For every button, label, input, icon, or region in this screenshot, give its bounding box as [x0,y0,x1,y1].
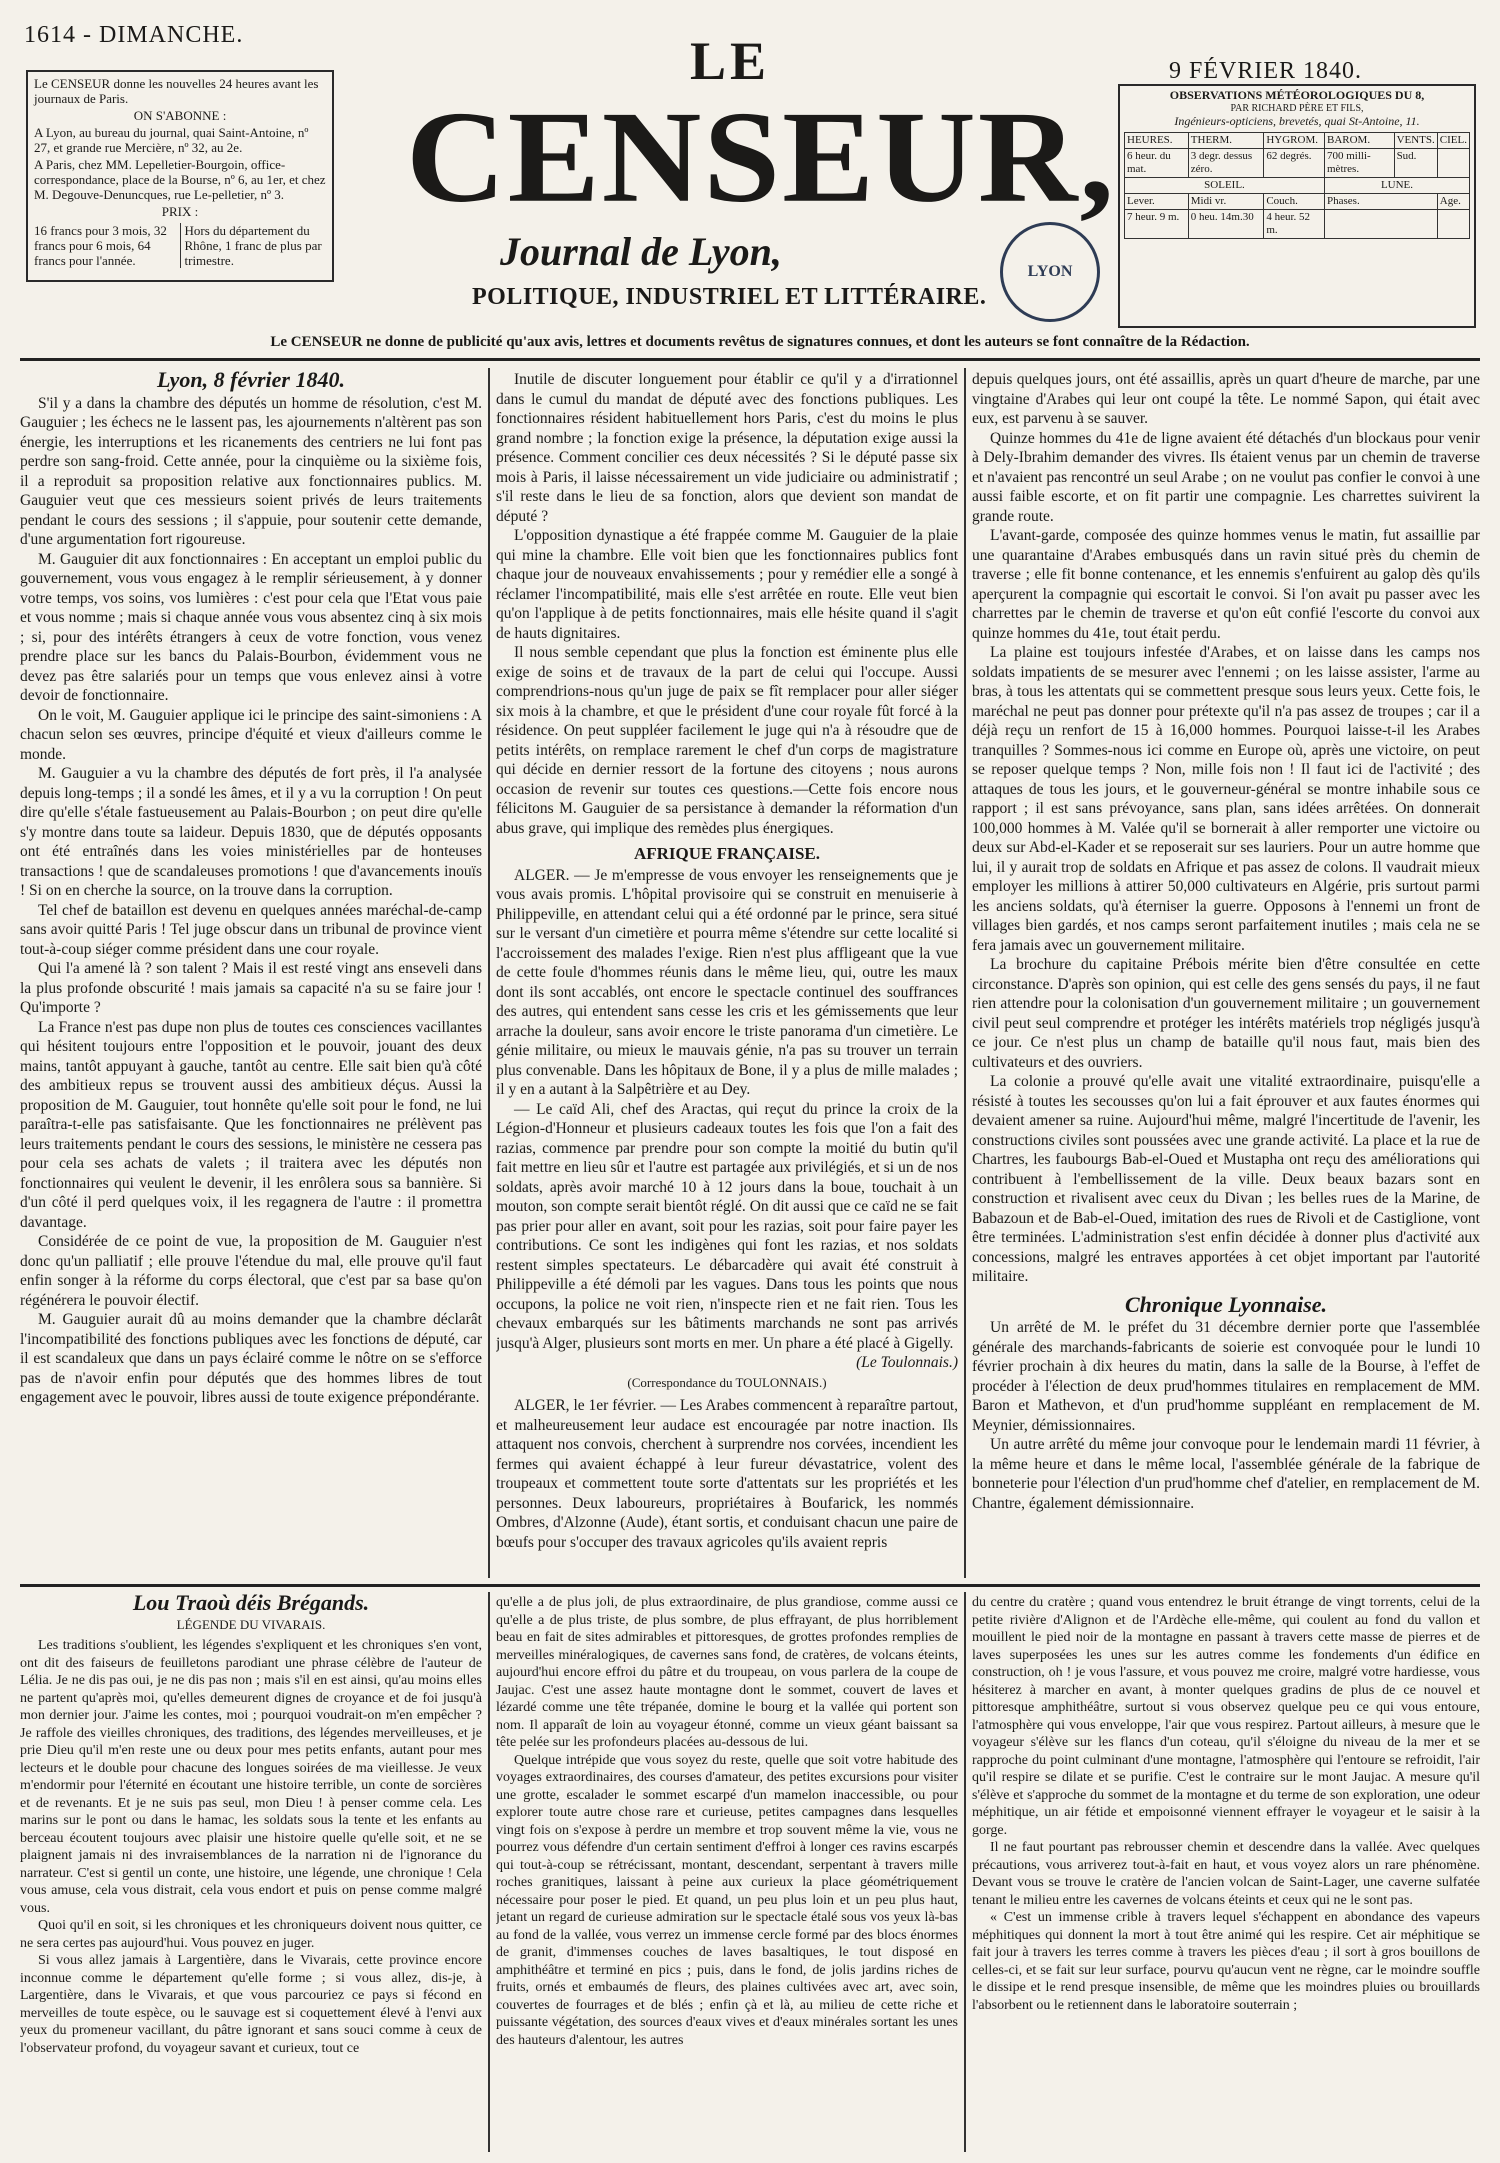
paragraph: « C'est un immense crible à travers lequel s'échappent en abondance des vapeurs méphitiques qui donnent la mort à tout être animé qui les respire. Cet air méphitique se fait jour à travers les terres comme à travers les pièces d'eau ; il sort à gros bouillons de celles-ci, et se fait sur leur surface, pourvu qu'aucun vent ne règne, car le moindre souffle le dissipe et le rend presque insensible, de même que les moindres pluies ou brouillards l'absorbent ou le retiennent dans le laboratoire souterrain ; [972,1910,1480,2013]
paragraph: Les traditions s'oublient, les légendes s'expliquent et les chroniques s'en vont, ont dit des faiseurs de feuilletons parodiant une phrase célèbre de l'auteur de Lélia. Je ne dis pas oui, je ne dis pas non ; mais s'il en est ainsi, qu'au moins elles ne partent qu'après moi, qu'elles demeurent dignes de croyance et de foi jusqu'à mon dernier jour. J'aime les contes, moi ; pourquoi voudrait-on m'en empêcher ? Je raffole des vieilles chroniques, des traditions, des légendes merveilleuses, et je prie Dieu qu'il m'en reste une ou deux pour mes petits enfants, autant pour mes lecteurs et le double pour chacune des longues soirées de ma vieillesse. Je veux m'endormir pour l'éternité en écoutant une histoire terrible, un conte de sorcières et de revenants. Et je ne suis pas seul, mon Dieu ! à penser comme cela. Les marins sur le pont ou dans le hamac, les soldats sous la tente et les enfants au berceau écoutent toujours avec plaisir une histoire quelle qu'elle soit, et ne se plaignent jamais ni des invraisemblances de la narration ni de l'ignorance du narrateur. C'est si gentil un conte, une histoire, une légende, une chronique ! Cela vous amuse, cela vous distrait, cela vous endort et puis on pense comme malgré vous. [20,1638,482,1916]
paragraph: La brochure du capitaine Prébois mérite bien d'être consultée en cette circonstance. D'après son opinion, qui est celle des gens sensés du pays, il ne faut rien attendre pour la colonisation d'un gouvernement militaire ; un gouvernement civil peut seul comprendre et protéger les intérêts matériels trop négligés jusqu'à ce jour. Ce n'est plus un champ de bataille qu'il nous faut, mais bien des cultivateurs et des ouvriers. [972,956,1480,1071]
paragraph: M. Gauguier dit aux fonctionnaires : En acceptant un emploi public du gouvernement, vous vous engagez à le remplir sérieusement, à y donner votre temps, vos soins, vos lumières : c'est pour cela que l'Etat vous paie et vous nomme ; mais si chaque année vous vous absentez cinq à six mois ; si, pour des intérêts étrangers à ceux de votre fonction, vous venez prendre place sur les bancs du Palais-Bourbon, évidemment vous ne devez pas être salariés pour un temps que vous enlevez ainsi à votre devoir de fonctionnaire. [20,550,482,704]
paragraph: L'opposition dynastique a été frappée comme M. Gauguier de la plaie qui mine la chambre. Elle voit bien que les fonctionnaires publics font chaque jour de nouveaux envahissements ; pour y remédier elle a songé à réclamer l'incompatibilité, mais elle s'est arrêtée en route. Elle veut bien qu'on l'applique à de petits fonctionnaires, mais elle hésite quand il s'agit de hauts dignitaires. [496,527,958,642]
meteo-header: HYGROM. [1264,133,1325,149]
paragraph: Tel chef de bataillon est devenu en quelques années maréchal-de-camp sans avoir quitté Paris ! Tel juge obscur dans un tribunal de province vient tout-à-coup siéger comme président dans une cour royale. [20,901,482,958]
paragraph: Quinze hommes du 41e de ligne avaient été détachés d'un blockaus pour venir à Dely-Ibrahim demander des vivres. Ils étaient venus par un chemin de traverse et n'avaient pas rencontré un seul Arabe ; on ne voulut pas confier le convoi à une aussi faible escorte, et on fit partir une compagnie. Les charrettes suivirent la grande route. [972,429,1480,525]
meteo-makers: Ingénieurs-opticiens, brevetés, quai St-Antoine, 11. [1174,114,1420,128]
sun-value: 4 heur. 52 m. [1264,210,1325,239]
subscription-intro: Le CENSEUR donne les nouvelles 24 heures avant les journaux de Paris. [34,76,319,106]
paragraph: Si vous allez jamais à Largentière, dans le Vivarais, cette province encore inconnue comme le département qu'elle forme ; si vous allez, dis-je, à Largentière, dans le Vivarais, et que vous parcouriez ce pays si fécond en merveilles de toute espèce, ou le sauvage est si coquettement élevé à l'envi aux yeux du promeneur vacillant, du pâtre ignorant et sans souci comme à ceux de l'observateur profond, du voyageur savant et curieux, tout ce [20,1953,482,2056]
paragraph: La colonie a prouvé qu'elle avait une vitalité extraordinaire, puisqu'elle a résisté à toutes les secousses qu'on lui a fait éprouver et aux fautes énormes qui devaient amener sa ruine. Aujourd'hui même, malgré l'incertitude de l'avenir, les constructions civiles sont poussées avec une grande activité. La place et la rue de Chartres, les faubourgs Bab-el-Oued et Mustapha ont reçu des améliorations qui contribuent à l'embellissement de la ville. Deux beaux bazars sont en construction et rivalisent avec ceux du Divan ; les belles rues de la Marine, de Babazoun et de Bab-el-Oued, imitation des rues de Rivoli et de Castiglione, vont être terminées. L'administration s'est enfin décidée à donner plus d'activité aux concessions, malgré les entraves apportées à cet objet important par l'autorité militaire. [972,1073,1480,1285]
column-divider [488,368,490,1578]
subscription-paris: A Paris, chez MM. Lepelletier-Bourgoin, office-correspondance, place de la Bourse, nº 6, au 1er, et chez M. Degouve-Denuncques, rue Le-pelletier, nº 3. [34,157,326,202]
stamp-text: LYON [1027,263,1073,280]
masthead-le: LE [690,31,771,91]
sun-value [1325,210,1438,239]
meteo-value [1437,149,1469,178]
paragraph: depuis quelques jours, ont été assaillis, après un quart d'heure de marche, par une vingtaine d'Arabes qui leur ont coupé la tête. Le nommé Sapon, qui était avec eux, est parvenu à se sauver. [972,371,1480,427]
subscription-box [26,70,334,282]
correspondence-label: (Correspondance du TOULONNAIS.) [627,1374,827,1390]
subscription-prix: PRIX : [161,204,199,219]
paragraph: Quelque intrépide que vous soyez du reste, quelle que soit votre habitude des voyages extraordinaires, des courses d'amateur, des petites excursions pour visiter une grotte, escalader le sommet escarpé d'un mamelon inaccessible, ou pour explorer toute autre chose rare et curieuse, petites campagnes dans lesquelles vingt fois on s'expose à perdre un membre et trop souvent même la vie, vous ne pourrez vous défendre d'un certain sentiment d'effroi à longer ces ravins escarpés qui tout-à-coup se rétrécissant, montant, descendant, serpentant à travers mille roches granitiques, laissant à peine aux curieux la place géométriquement nécessaire pour poser le pied. Et quand, un peu plus loin et un peu plus haut, jetant un regard de curieuse admiration sur le spectacle étalé sous vos yeux là-bas au fond de la vallée, vous verrez un immense cercle formé par des blocs énormes de granit, d'immenses couches de laves basaltiques, le tout disposé en amphithéâtre et terminé en pics ; puis, dans le fond, de jolis jardins riches de fruits, ornés et embaumés de fleurs, des plaines cultivées avec art, avec soin, couvertes de fourrages et de blés ; enfin çà et là, au milieu de cette riche et puissante végétation, des sources d'eaux vives et d'eaux minérales sortant les unes des hauteurs d'alentour, les autres [496,1752,958,2048]
feuilleton-column-2 [496,1594,958,2154]
source-signature: (Le Toulonnais.) [856,1354,958,1371]
chronique-heading: Chronique Lyonnaise. [1124,1291,1328,1317]
paragraph: M. Gauguier aurait dû au moins demander que la chambre déclarât l'incompatibilité des fonctions publiques avec les fonctions de député, car il est scandaleux que dans un pays éclairé comme le nôtre on se s'efforce pas de n'avoir enfin pour députés que des hommes libres de tout engagement avec le pouvoir, libres aussi de toute exigence prépondérante. [20,1311,482,1406]
sun-value: 0 heu. 14m.30 [1188,210,1264,239]
sun-header: Age. [1437,194,1469,210]
meteo-value: Sud. [1394,149,1437,178]
meteo-by: PAR RICHARD PÈRE ET FILS, [1230,103,1364,114]
meteo-header: CIEL. [1437,133,1469,149]
sun-value [1437,210,1469,239]
paragraph: Qui l'a amené là ? son talent ? Mais il est resté vingt ans enseveli dans la plus profonde obscurité ! mais jamais sa capacité n'a su se faire jour ! Qu'importe ? [20,960,482,1016]
sun-header: Midi vr. [1188,194,1264,210]
meteo-header: VENTS. [1394,133,1437,149]
paragraph: Il ne faut pourtant pas rebrousser chemin et descendre dans la vallée. Avec quelques précautions, vous arriverez tout-à-fait en haut, et vous voyez alors un rare phénomène. Devant vous se trouve le cratère de l'ancien volcan de Saint-Lager, une caverne sulfatée tenant le milieu entre les cavernes de volcans éteints et ceux qui ne le sont pas. [972,1840,1480,1908]
paragraph: ALGER. — Je m'empresse de vous envoyer les renseignements que je vous avais promis. L'hôpital provisoire qui se construit en menuiserie à Philippeville, en attendant celui qui a été ordonné par le prince, sera situé sur le versant d'un cimetière et pourra même s'étendre sur cette localité si l'accroissement des malades l'exige. Rien n'est plus affligeant que la vue de cette foule d'hommes réunis dans le même lieu, qui, outre les maux dont ils sont accablés, ont encore le spectacle continuel des souffrances des autres, qui entendent sans cesse les cris et les gémissements que leur arrache la douleur, sans avoir encore le triste panorama d'un cimetière. Le génie militaire, ou mieux le mauvais génie, n'a pas su trouver un terrain plus convenable. Dans les hôpitaux de Bone, il y a plus de mille malades ; il y en a autant à la Salpêtrière et au Dey. [496,866,958,1098]
meteo-value: 700 milli-mètres. [1325,149,1395,178]
meteo-header: BAROM. [1325,133,1395,149]
prices-left: 16 francs pour 3 mois, 32 francs pour 6 mois, 64 francs pour l'année. [34,223,181,268]
column-divider [964,1592,966,2152]
paragraph: M. Gauguier a vu la chambre des députés de fort près, il l'a analysée depuis long-temps ; il a sondé les âmes, et il y a vu la corruption ! On peut dire qu'elle s'étale fastueusement au Palais-Bourbon ; on peut dire qu'elle s'y montre dans toute sa laideur. Depuis 1830, que de députés opposants ont été entraînés dans les voies ministérielles par de honteuses transactions ! que de scandaleuses promotions ! que d'avancements inouïs ! Si on en cherche la source, on la trouve dans la corruption. [20,765,482,899]
postal-stamp [1000,222,1100,322]
sun-header: Phases. [1325,194,1438,210]
column-right [972,370,1480,1580]
paragraph: — Le caïd Ali, chef des Aractas, qui reçut du prince la croix de la Légion-d'Honneur et plusieurs cadeaux toutes les fois que l'on a fait des razias, commence par prendre pour son compte la moitié du butin qu'il fait mettre en lieu sûr et l'autre est partagée aux privilégiés, et si un de nos soldats, après avoir marché 10 à 12 jours dans la boue, touchait à un mouton, son compte serait bientôt réglé. On dit aussi que ce caïd ne se fait pas prier pour aller en avant, soit pour les razias, soit pour faire payer les contributions. Ce sont les indigènes qui font les razias, et nos soldats restent simples spectateurs. Le débarcadère qui avait été construit à Philippeville a été démoli par les vagues. Dans tous les points que nous occupons, la police ne voit rien, n'inspecte rien et ne fait rien. Tous les chevaux embarqués sur les bâtiments marchands ne sont pas arrivés jusqu'à Alger, plusieurs sont morts en mer. Un phare a été placé à Gigelly. [496,1100,958,1352]
subscription-lyon: A Lyon, au bureau du journal, quai Saint-Antoine, nº 27, et grande rue Mercière, nº 32, au 2e. [34,125,309,155]
paragraph: qu'elle a de plus joli, de plus extraordinaire, de plus grandiose, comme aussi ce qu'elle a de plus triste, de plus sombre, de plus effrayant, de plus horriblement beau en fait de sites admirables et pittoresques, de grottes profondes remplies de merveilles minéralogiques, de cavernes sans fond, de cratères, de volcans éteints, aujourd'hui encore effroi du pâtre et du troupeau, on vous parlera de la coupe de Jaujac. C'est une assez haute montagne dont le sommet, couvert de laves et lézardé comme une tête trépanée, domine le bourg et la vallée qui portent son nom. Il apparaît de loin au voyageur étonné, comme un vieux géant baissant sa tête pelée sur les profondeurs placées au-dessous de lui. [496,1595,958,1750]
meteo-title: OBSERVATIONS MÉTÉOROLOGIQUES DU 8, [1169,88,1425,102]
paragraph: La plaine est toujours infestée d'Arabes, et on laisse dans les camps nos soldats impatients de se mesurer avec l'ennemi ; on les laisse assister, l'arme au bras, à tous les attentats qui se commettent presque sous leurs yeux. Cette fois, le maréchal ne peut pas donner pour prétexte qu'il n'a pas assez de troupes ; car il a déjà reçu un renfort de 15 à 16,000 hommes. Pourquoi laisse-t-il les Arabes tranquilles ? Sommes-nous ici comme en Europe où, après une victoire, on peut se reposer quelque temps ? Non, mille fois non ! Il faut ici de l'activité ; des attaques de tous les jours, et le gouverneur-général se montre inhabile sous ce rapport ; il est sans prévoyance, sans plan, sans idées arrêtées. On donnerait 100,000 hommes à M. Valée qu'il se bornerait à aller remporter une victoire ou deux sur Abd-el-Kader et se reposerait sur ses lauriers. Pour un autre homme que lui, il y aurait trop de soldats en Afrique et pas assez de colons. Il vaudrait mieux employer les millions à attirer 50,000 cultivateurs en Algérie, pris surtout parmi les anciens soldats, qu'à éterniser la guerre. Opposons à l'ennemi un front de villages bien gardés, et nos camps seront parfaitement inutiles ; mais cela ne se fera jamais avec un gouvernement militaire. [972,644,1480,954]
masthead-subtitle: Journal de Lyon, [500,229,782,274]
meteo-box [1118,84,1476,328]
editorial-notice: Le CENSEUR ne donne de publicité qu'aux avis, lettres et documents revêtus de signatures connues, et dont les auteurs se font connaître de la Rédaction. [270,334,1250,350]
column-politics [20,370,482,1580]
article-heading: Lyon, 8 février 1840. [157,370,345,392]
sun-header: Couch. [1264,194,1325,210]
meteo-header: THERM. [1188,133,1264,149]
paragraph: S'il y a dans la chambre des députés un homme de résolution, c'est M. Gauguier ; les échecs ne le lassent pas, les ajournements n'altèrent pas son énergie, les interruptions et les ricanements des centriers ne lui font pas perdre son sang-froid. Cette année, pour la cinquième ou la sixième fois, il a reproduit sa proposition relative aux fonctionnaires publics. M. Gauguier veut que ces messieurs soient privés de leurs traitements pendant le cours des sessions ; il s'appuie, pour soutenir cette demande, d'une argumentation fort rigoureuse. [20,394,482,548]
meteo-soleil: SOLEIL. [1125,178,1325,194]
meteo-value: 6 heur. du mat. [1125,149,1189,178]
feuilleton-column-1 [20,1594,482,2154]
paragraph: Quoi qu'il en soit, si les chroniques et les chroniqueurs doivent nous quitter, ce ne sera certes pas aujourd'hui. Vous pouvez en juger. [20,1918,482,1951]
masthead-title: CENSEUR, [406,83,1116,230]
feuilleton-rule [20,1584,1480,1587]
column-middle [496,370,958,1580]
feuilleton-column-3 [972,1594,1480,2154]
sun-header: Lever. [1125,194,1189,210]
meteo-value: 3 degr. dessus zéro. [1188,149,1264,178]
meteo-lune: LUNE. [1325,178,1470,194]
meteo-header: HEURES. [1125,133,1189,149]
paragraph: L'avant-garde, composée des quinze hommes venus le matin, fut assaillie par une quarantaine d'Arabes embusqués dans un ravin situé près du chemin de traverse ; elle fit bonne contenance, et les ennemis s'enfuirent au galop dès qu'ils aperçurent la compagnie qui escortait le convoi. Si l'on avait pu passer avec les charrettes par le chemin de traverse et qu'on eût confié l'escorte du convoi aux quinze hommes du 41e, tout était perdu. [972,527,1480,642]
paragraph: ALGER, le 1er février. — Les Arabes commencent à reparaître partout, et malheureusement leur audace est encouragée par notre inaction. Ils attaquent nos convois, cherchent à surprendre nos corvées, incendient les fermes qui avaient échappé à leur fureur dévastatrice, volent des troupeaux et commettent toute sorte d'attentats sur les propriétés et les personnes. Deux laboureurs, propriétaires à Boufarick, les nommés Ombres, d'Alzonne (Aude), étant sortis, et conduisant chacun une paire de bœufs pour s'occuper des travaux agricoles qu'ils avaient repris [496,1397,958,1551]
meteo-value: 62 degrés. [1264,149,1325,178]
sun-value: 7 heur. 9 m. [1125,210,1189,239]
masthead-rule [20,358,1480,361]
prices-right: Hors du département du Rhône, 1 franc de plus par trimestre. [184,223,322,268]
paragraph: Un arrêté de M. le préfet du 31 décembre dernier porte que l'assemblée générale des marchands-fabricants de soierie est convoquée pour le lundi 10 février prochain à dix heures du matin, dans la salle de la Bourse, à l'effet de procéder à l'élection de deux prud'hommes titulaires en remplacement de MM. Baron et Mathevon, et d'un prud'homme suppléant en remplacement de M. Meynier, démissionnaires. [972,1319,1480,1434]
paragraph: Inutile de discuter longuement pour établir ce qu'il y a d'irrationnel dans le cumul du mandat de député avec des fonctions publiques. Les fonctionnaires résident habituellement hors Paris, c'est du moins le plus grand nombre ; la fonction exige la présence, la députation exige aussi la présence. Comment concilier ces deux nécessités ? Si le député passe six mois à Paris, il laisse nécessairement un vide judiciaire ou administratif ; s'il reste dans le lieu de sa fonction, alors que devient son mandat de député ? [496,371,958,525]
subscription-prices [34,223,326,268]
section-heading-afrique: AFRIQUE FRANÇAISE. [633,844,821,863]
meteo-table [1124,132,1470,239]
issue-number: 1614 - DIMANCHE. [24,22,244,48]
paragraph: On le voit, M. Gauguier applique ici le principe des saint-simoniens : A chacun selon ses œuvres, principe d'équité et vieux d'ailleurs comme le monde. [20,706,482,763]
paragraph: Il nous semble cependant que plus la fonction est éminente plus elle exige de soins et de travaux de la part de celui qui l'occupe. Aussi comprendrions-nous qu'un juge de paix se fît remplacer pour aller siéger six mois à la chambre, et que le président d'une cour royale fût forcé à la résidence. On peut suppléer facilement le juge qui n'a à résoudre que de petits intérêts, on remplace rarement le chef d'un corps de magistrature qui décide en dernier ressort de la fortune des citoyens ; nous aurons occasion de revenir sur toutes ces questions.—Cette fois encore nous félicitons M. Gauguier de sa persistance à demander la réformation d'un abus grave, qui implique des remèdes plus énergiques. [496,644,958,837]
column-divider [964,368,966,1578]
subscription-heading: ON S'ABONNE : [133,108,227,123]
paragraph: du centre du cratère ; quand vous entendrez le bruit étrange de vingt torrents, celui de la petite rivière d'Alignon et de l'Ardèche elle-même, qui coulent au fond du vallon et mouillent le pied noir de la montagne en passant à travers cette masse de pierres et de laves superposées les unes sur les autres comme les fondements d'un édifice en construction, oh ! je vous l'assure, et vous pouvez me croire, malgré votre hardiesse, vous hésiterez à marcher en avant, à monter quelques gradins de plus de ce nouvel et pittoresque amphithéâtre, surtout si vous observez quelque peu ce qui vous entoure, l'atmosphère qui vous enveloppe, l'air que vous respirez. Partout ailleurs, à mesure que le voyageur s'élève sur les flancs d'un coteau, qu'il s'éloigne du niveau de la mer et se rapproche du point culminant d'une montagne, l'atmosphère qui l'entoure se refroidit, l'air qu'il respire se dilate et se purifie. C'est le contraire sur le mont Jaujac. A mesure qu'il s'élève et s'approche du sommet de la montagne et du terme de son exploration, une odeur méphitique, un air fétide et empoisonné viennent effrayer le voyageur et le saisir à la gorge. [972,1595,1480,1838]
paragraph: Un autre arrêté du même jour convoque pour le lendemain mardi 11 février, à la même heure et dans le même local, l'assemblée générale de la fabrique de bonneterie pour l'élection d'un prud'homme chef d'atelier, en remplacement de M. Chantre, également démissionnaire. [972,1436,1480,1512]
paragraph: La France n'est pas dupe non plus de toutes ces consciences vacillantes qui hésitent toujours entre l'opposition et le pouvoir, jouant des deux mains, tantôt appuyant à gauche, tantôt au centre. Elle sait bien qu'à côté des ambitieux repus se trouvent aussi des ambitieux déçus. Aussi la proposition de M. Gauguier, tout honnête qu'elle soit pour le fond, ne lui paraîtra-t-elle pas satisfaisante. Que les fonctionnaires ne prélèvent pas leurs traitements pendant le cours des sessions, le ministère ne cessera pas pour cela ses achats de valets ; il traitera avec les députés non fonctionnaires qui veulent le devenir, il les enrôlera sous sa bannière. Si d'un côté il perd quelques voix, il les regagnera de l'autre : il promettra davantage. [20,1018,482,1231]
column-divider [488,1592,490,2152]
paragraph: Considérée de ce point de vue, la proposition de M. Gauguier n'est donc qu'un palliatif ; elle prouve l'étendue du mal, elle prouve qu'il faut enfin songer à la réforme du corps électoral, que c'est par sa base qu'on régénérera le pouvoir électif. [20,1233,482,1309]
feuilleton-subtitle: LÉGENDE DU VIVARAIS. [176,1616,326,1632]
issue-date: 9 FÉVRIER 1840. [1168,58,1362,84]
feuilleton-title: Lou Traoù déis Brégands. [132,1594,370,1615]
masthead-subtitle2: POLITIQUE, INDUSTRIEL ET LITTÉRAIRE. [472,284,987,310]
